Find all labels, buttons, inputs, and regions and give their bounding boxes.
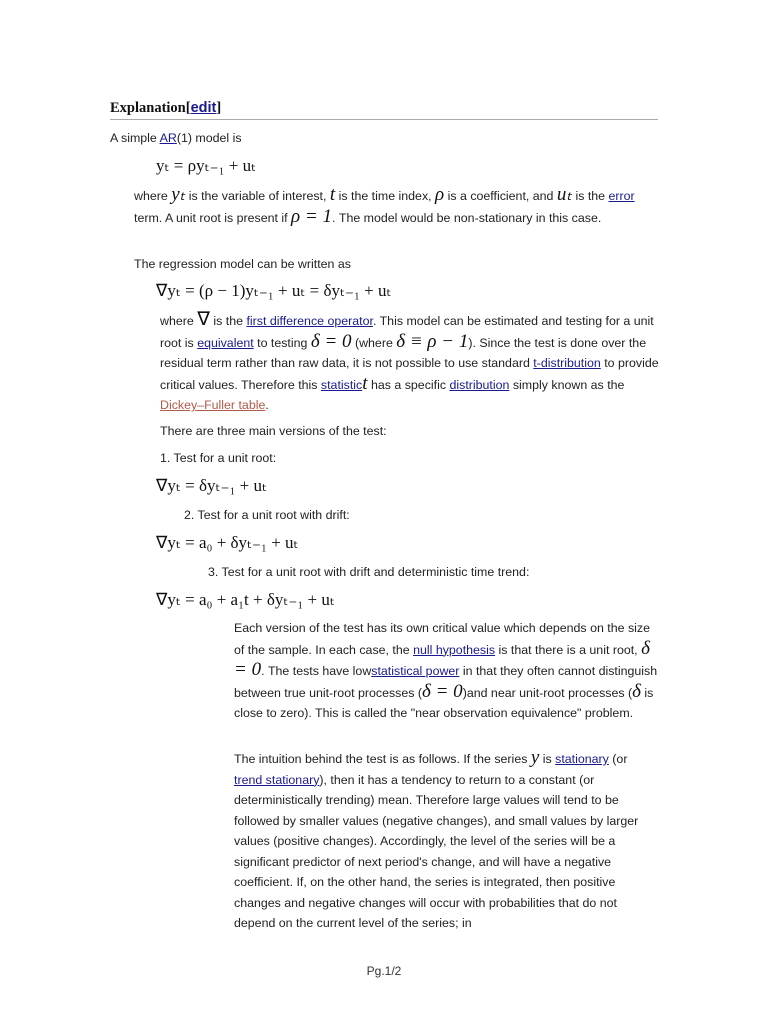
first-difference-operator-link[interactable]: first difference operator [246, 314, 373, 328]
paragraph-three-versions: There are three main versions of the test: [160, 424, 387, 438]
paragraph-ar-definition: where yₜ is the variable of interest, t is the time index, ρ is a coefficient, and uₜ is the error term. A unit root is present if ρ = 1. The model would be non-stationary in this case. [134, 184, 635, 227]
version-2-label: 2. Test for a unit root with drift: [184, 508, 350, 522]
edit-link[interactable]: edit [190, 100, 217, 116]
trend-stationary-link[interactable]: trend stationary [234, 772, 320, 787]
section-heading: Explanation[edit] [110, 100, 658, 120]
dickey-fuller-table-link[interactable]: Dickey–Fuller table [160, 398, 266, 412]
t-distribution-link[interactable]: t-distribution [533, 356, 601, 370]
statistical-power-link[interactable]: statistical power [371, 664, 460, 678]
paragraph-intuition: The intuition behind the test is as follows. If the series y is stationary (or trend stationary), then it has a tendency to return to a constant (or deterministically trending) mean. Therefore large values will tend to be followed by smaller values (negative changes), and small values by larger values (positive changes). Accordingly, the level of the series will be a significant predictor of next period's change, and will have a negative coefficient. If, on the other hand, the series is integrated, then positive changes and negative changes will occur with probabilities that do not depend on the current level of the series; in [234, 747, 639, 930]
equation-version-1: ∇yₜ = δyₜ₋₁ + uₜ [156, 476, 267, 495]
paragraph-critical-values: Each version of the test has its own critical value which depends on the size of the sample. In each case, the null hypothesis is that there is a unit root, δ = 0. The tests have lowstatistical power in that they often cannot distinguish between true unit-root processes (δ = 0)and near unit-root processes (δ is close to zero). This is called the "near observation equivalence" problem. [234, 621, 658, 720]
stationary-link[interactable]: stationary [555, 752, 609, 766]
section-title: Explanation [110, 100, 186, 116]
intro-line: A simple AR(1) model is [110, 131, 242, 145]
equivalent-link[interactable]: equivalent [197, 335, 254, 350]
equation-version-3: ∇yₜ = a₀ + a₁t + δyₜ₋₁ + uₜ [156, 590, 335, 609]
equation-version-2: ∇yₜ = a₀ + δyₜ₋₁ + uₜ [156, 533, 299, 552]
distribution-link[interactable]: distribution [449, 377, 510, 392]
version-1-label: 1. Test for a unit root: [160, 451, 277, 465]
paragraph-difference-operator: where ∇ is the first difference operator. This model can be estimated and testing for a unit root is equivalent to testing δ = 0 (where δ ≡ ρ − 1). Since the test is done over the residual term rather than raw data, it is not possible to use standard t-distribution to provide critical values. Therefore this statistict has a specific distribution simply known as the Dickey–Fuller table. [160, 309, 659, 412]
error-link[interactable]: error [608, 189, 635, 203]
ar-link[interactable]: AR [159, 131, 177, 145]
equation-ar1: yₜ = ρyₜ₋₁ + uₜ [156, 156, 257, 175]
equation-regression: ∇yₜ = (ρ − 1)yₜ₋₁ + uₜ = δyₜ₋₁ + uₜ [156, 281, 392, 300]
page-number: Pg.1/2 [366, 964, 402, 978]
null-hypothesis-link[interactable]: null hypothesis [413, 642, 496, 657]
statistic-link[interactable]: statistic [320, 377, 363, 392]
version-3-label: 3. Test for a unit root with drift and deterministic time trend: [208, 565, 530, 579]
paragraph-regression-intro: The regression model can be written as [134, 257, 351, 271]
